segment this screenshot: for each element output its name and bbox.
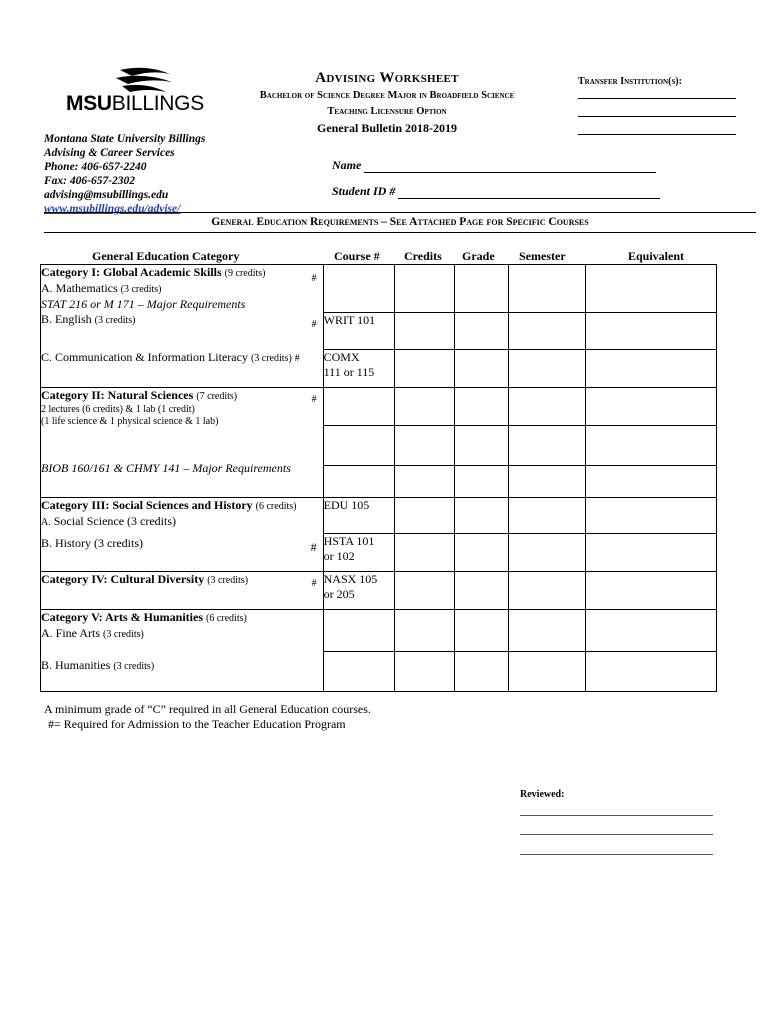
cat2-cell: Category II: Natural Sciences (7 credits) # 2 lectures (6 credits) & 1 lab (1 credit) (1 life science & 1 physical science & 1 lab) BIOB 160/161 & CHMY 141 – Major Requirements <box>41 388 324 498</box>
admission-note: #= Required for Admission to the Teacher Education Program <box>48 717 346 731</box>
cat1-cell: Category I: Global Academic Skills (9 credits) # A. Mathematics (3 credits) STAT 216 or M 171 – Major Requirements B. English (3 credits) # C. Communication & Information Literacy (3 credits) # <box>41 265 324 388</box>
table-row <box>41 265 717 313</box>
reviewed-line-2[interactable] <box>520 834 713 835</box>
logo-wordmark: MSUBILLINGS <box>66 92 204 115</box>
cat4-cell: Category IV: Cultural Diversity (3 credits) # <box>41 572 324 610</box>
col-credits: Credits <box>404 249 442 263</box>
course-cell[interactable]: EDU 105 <box>323 498 394 534</box>
requirements-table <box>40 264 717 692</box>
university-name: Montana State University Billings <box>44 133 206 145</box>
reviewed-line-3[interactable] <box>520 854 713 855</box>
col-equivalent: Equivalent <box>628 249 685 263</box>
option-line: Teaching Licensure Option <box>327 106 447 117</box>
course-cell[interactable]: NASX 105 or 205 <box>323 572 394 610</box>
col-course: Course # <box>334 249 380 263</box>
table-row <box>41 498 717 534</box>
course-cell[interactable]: HSTA 101 or 102 <box>323 534 394 572</box>
col-grade: Grade <box>462 249 495 263</box>
gen-ed-heading: General Education Requirements – See Attached Page for Specific Courses <box>211 216 589 228</box>
course-cell[interactable] <box>323 265 394 313</box>
email: advising@msubillings.edu <box>44 189 169 201</box>
footnotes <box>44 702 371 732</box>
office-name: Advising & Career Services <box>44 147 175 159</box>
course-cell[interactable] <box>323 610 394 652</box>
course-cell[interactable] <box>323 426 394 466</box>
course-cell[interactable]: WRIT 101 <box>323 313 394 350</box>
table-row <box>41 388 717 426</box>
fax: Fax: 406-657-2302 <box>44 175 136 187</box>
student-id-field[interactable]: Student ID # <box>332 184 660 199</box>
divider-top <box>44 212 756 213</box>
divider-bottom <box>44 232 756 233</box>
transfer-line-1[interactable] <box>578 98 736 99</box>
cat3-cell: Category III: Social Sciences and History (6 credits) A. Social Science (3 credits) B. History (3 credits) # <box>41 498 324 572</box>
phone: Phone: 406-657-2240 <box>44 161 147 173</box>
contact-block <box>44 132 205 216</box>
title-block <box>232 70 542 136</box>
col-category: General Education Category <box>92 249 240 263</box>
table-row <box>41 572 717 610</box>
transfer-line-3[interactable] <box>578 134 736 135</box>
course-cell[interactable] <box>323 652 394 692</box>
col-semester: Semester <box>519 249 566 263</box>
degree-line: Bachelor of Science Degree Major in Broadfield Science <box>259 90 515 101</box>
course-cell[interactable] <box>323 466 394 498</box>
reviewed-line-1[interactable] <box>520 815 713 816</box>
course-cell[interactable] <box>323 388 394 426</box>
course-cell[interactable]: COMX 111 or 115 <box>323 350 394 388</box>
grade-note: A minimum grade of “C” required in all General Education courses. <box>44 702 371 716</box>
page-title: Advising Worksheet <box>315 70 459 86</box>
bulletin-line: General Bulletin 2018-2019 <box>317 121 457 135</box>
name-field[interactable]: Name <box>332 158 656 173</box>
website-link[interactable]: www.msubillings.edu/advise/ <box>44 203 181 215</box>
transfer-label: Transfer Institution(s): <box>578 76 682 87</box>
reviewed-label: Reviewed: <box>520 789 565 800</box>
table-row <box>41 610 717 652</box>
transfer-line-2[interactable] <box>578 116 736 117</box>
cat5-cell: Category V: Arts & Humanities (6 credits) A. Fine Arts (3 credits) B. Humanities (3 credits) <box>41 610 324 692</box>
